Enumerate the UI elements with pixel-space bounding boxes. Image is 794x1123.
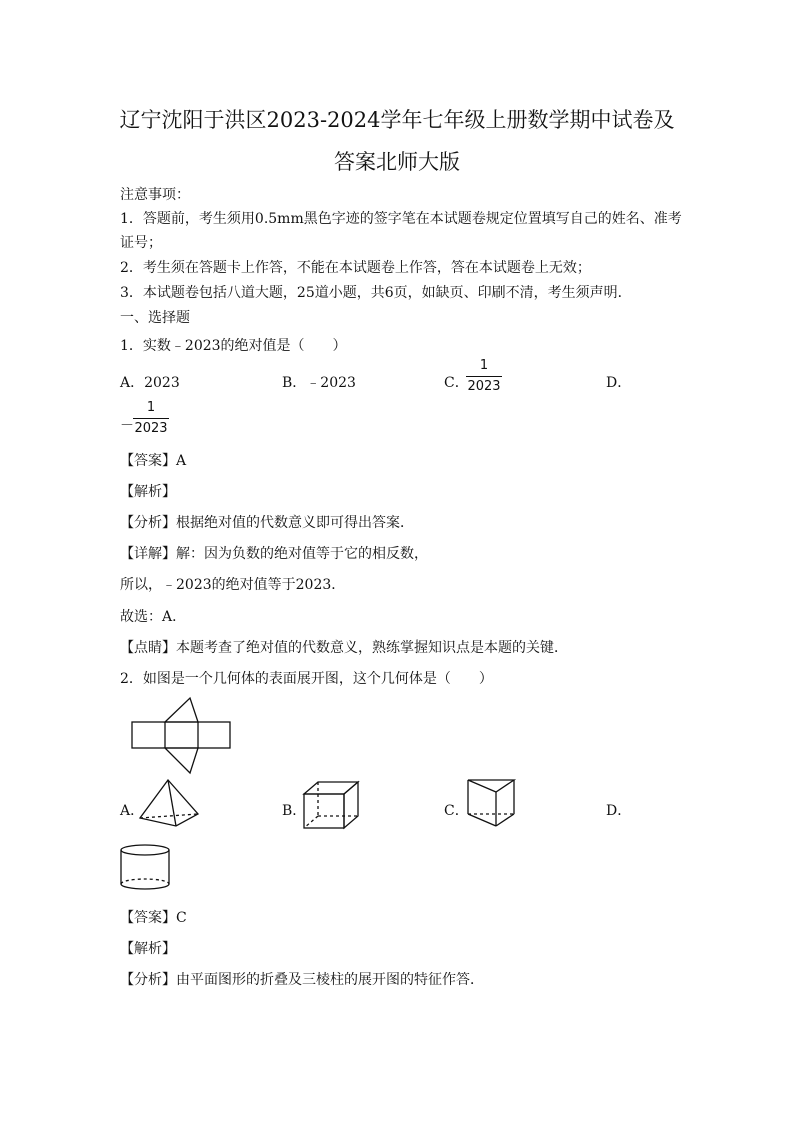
q2-answer: 【答案】C	[120, 910, 187, 926]
q1-option-c-label: C．	[444, 375, 469, 391]
q1-option-a: A．2023	[120, 375, 180, 391]
notice-item-3: 3．本试题卷包括八道大题，25道小题，共6页，如缺页、印刷不清，考生须声明．	[120, 285, 632, 301]
q1-detail-2: 所以，﹣2023的绝对值等于2023．	[120, 577, 346, 593]
net-top-triangle	[165, 698, 198, 722]
triangular-prism-figure	[468, 780, 516, 830]
q2-option-a-label: A．	[120, 803, 145, 819]
fraction-denominator: 2023	[467, 379, 501, 394]
q1-option-d-label: D．	[606, 375, 632, 391]
q1-stem: 1．实数﹣2023的绝对值是（ ）	[120, 338, 347, 354]
q1-answer: 【答案】A	[120, 453, 187, 469]
q2-option-d-label: D．	[606, 803, 632, 819]
pyramid-figure	[140, 780, 200, 828]
prism-bottom-left	[468, 814, 496, 826]
cube-figure	[304, 782, 360, 830]
prism-top-face	[468, 780, 514, 792]
net-rectangles	[132, 722, 230, 748]
cylinder-bottom-front	[121, 884, 169, 889]
cube-top	[304, 782, 358, 794]
q2-analysis: 【分析】由平面图形的折叠及三棱柱的展开图的特征作答．	[120, 972, 484, 988]
q1-analysis-heading: 【解析】	[120, 484, 176, 500]
fraction-numerator: 1	[479, 358, 489, 373]
q1-comment: 【点睛】本题考查了绝对值的代数意义，熟练掌握知识点是本题的关键．	[120, 640, 568, 656]
fraction-denominator: 2023	[134, 421, 168, 436]
q1-option-d-fraction	[133, 400, 169, 437]
page-title-line2: 答案北师大版	[334, 150, 460, 174]
q2-option-c-label: C．	[444, 803, 469, 819]
q1-detail: 【详解】解：因为负数的绝对值等于它的相反数，	[120, 546, 428, 562]
notice-item-1-cont: 证号；	[120, 235, 162, 251]
q1-choose: 故选：A．	[120, 609, 187, 625]
notice-heading: 注意事项：	[120, 187, 190, 203]
q2-analysis-heading: 【解析】	[120, 941, 176, 957]
cylinder-figure	[120, 844, 172, 892]
notice-item-1: 1．答题前，考生须用0.5mm黑色字迹的签字笔在本试题卷规定位置填写自己的姓名、准考	[120, 211, 682, 227]
fraction-numerator: 1	[146, 400, 156, 415]
cylinder-top	[121, 845, 169, 855]
fraction-bar	[466, 376, 502, 377]
notice-item-2: 2．考生须在答题卡上作答，不能在本试题卷上作答，答在本试题卷上无效；	[120, 260, 591, 276]
section-heading: 一、选择题	[120, 310, 190, 326]
prism-bottom-right	[496, 814, 514, 826]
page-title-line1: 辽宁沈阳于洪区2023-2024学年七年级上册数学期中试卷及	[119, 108, 675, 132]
cube-front	[304, 794, 344, 828]
q1-option-b: B．﹣2023	[282, 375, 356, 391]
cube-side	[344, 782, 358, 828]
q2-stem: 2．如图是一个几何体的表面展开图，这个几何体是（ ）	[120, 671, 493, 687]
cube-hidden-edge-3	[304, 816, 318, 828]
pyramid-hidden-edge	[140, 814, 198, 818]
q2-option-b-label: B．	[282, 803, 307, 819]
q1-option-c-fraction	[466, 358, 502, 395]
prism-net-figure	[132, 698, 232, 773]
q1-analysis: 【分析】根据绝对值的代数意义即可得出答案．	[120, 515, 414, 531]
q1-option-d-sign: －	[120, 418, 134, 434]
fraction-bar	[133, 418, 169, 419]
cylinder-bottom-back	[121, 879, 169, 884]
net-bottom-triangle	[165, 748, 198, 773]
